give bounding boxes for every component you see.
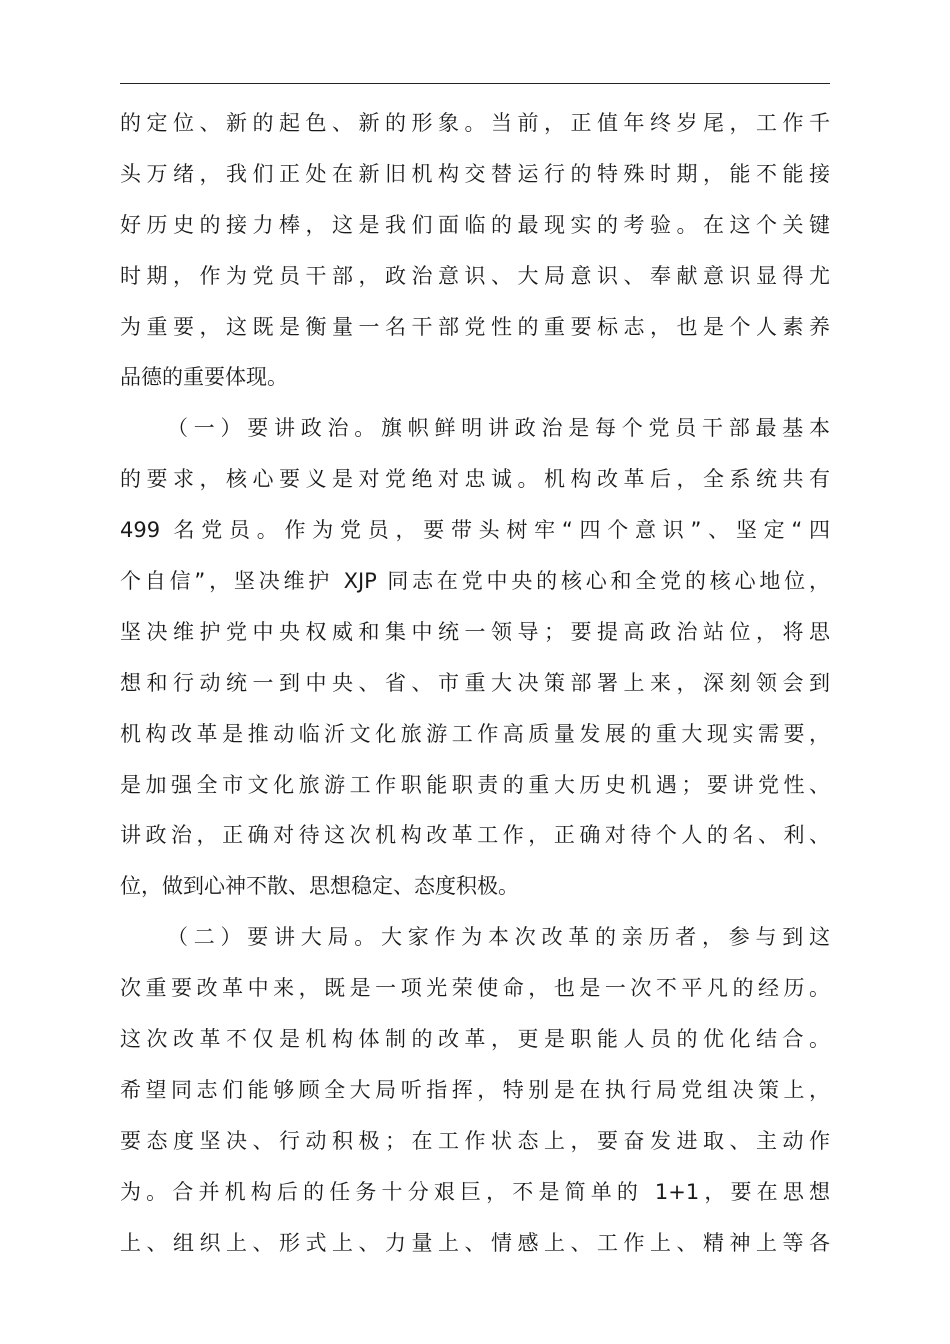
text-line: 想和行动统一到中央、省、市重大决策部署上来，深刻领会到 xyxy=(120,670,830,695)
paragraph-politics xyxy=(120,403,830,912)
text-line: 次重要改革中来，既是一项光荣使命，也是一次不平凡的经历。 xyxy=(120,976,830,1001)
text-line: （二）要讲大局。大家作为本次改革的亲历者，参与到这 xyxy=(167,925,830,950)
text-line: 时期，作为党员干部，政治意识、大局意识、奉献意识显得尤 xyxy=(120,263,830,288)
text-line: 为。合并机构后的任务十分艰巨，不是简单的 1+1，要在思想 xyxy=(120,1179,830,1204)
text-line: 个自信”，坚决维护 XJP 同志在党中央的核心和全党的核心地位， xyxy=(120,569,830,594)
text-line: 的要求，核心要义是对党绝对忠诚。机构改革后，全系统共有 xyxy=(120,467,830,492)
text-line: 坚决维护党中央权威和集中统一领导；要提高政治站位，将思 xyxy=(120,619,830,644)
header-rule xyxy=(120,83,830,84)
text-line: 品德的重要体现。 xyxy=(120,365,288,390)
text-line: 是加强全市文化旅游工作职能职责的重大历史机遇；要讲党性、 xyxy=(120,772,830,797)
text-line: 这次改革不仅是机构体制的改革，更是职能人员的优化结合。 xyxy=(120,1027,830,1052)
text-line: 要态度坚决、行动积极；在工作状态上，要奋发进取、主动作 xyxy=(120,1128,830,1153)
text-line: 位，做到心神不散、思想稳定、态度积极。 xyxy=(120,874,519,899)
text-line: 上、组织上、形式上、力量上、情感上、工作上、精神上等各 xyxy=(120,1230,830,1255)
text-line: 机构改革是推动临沂文化旅游工作高质量发展的重大现实需要， xyxy=(120,721,830,746)
paragraph-continuation xyxy=(120,98,830,403)
text-line: 好历史的接力棒，这是我们面临的最现实的考验。在这个关键 xyxy=(120,212,830,237)
text-line: （一）要讲政治。旗帜鲜明讲政治是每个党员干部最基本 xyxy=(167,416,830,441)
document-body xyxy=(120,98,830,1268)
text-line: 的定位、新的起色、新的形象。当前，正值年终岁尾，工作千 xyxy=(120,111,830,135)
paragraph-overall-situation xyxy=(120,912,830,1268)
text-line: 为重要，这既是衡量一名干部党性的重要标志，也是个人素养 xyxy=(120,314,830,339)
text-line: 讲政治，正确对待这次机构改革工作，正确对待个人的名、利、 xyxy=(120,823,830,848)
text-line: 头万绪，我们正处在新旧机构交替运行的特殊时期，能不能接 xyxy=(120,161,830,186)
text-line: 499 名党员。作为党员，要带头树牢“四个意识”、坚定“四 xyxy=(120,518,830,543)
text-line: 希望同志们能够顾全大局听指挥，特别是在执行局党组决策上， xyxy=(120,1077,830,1102)
